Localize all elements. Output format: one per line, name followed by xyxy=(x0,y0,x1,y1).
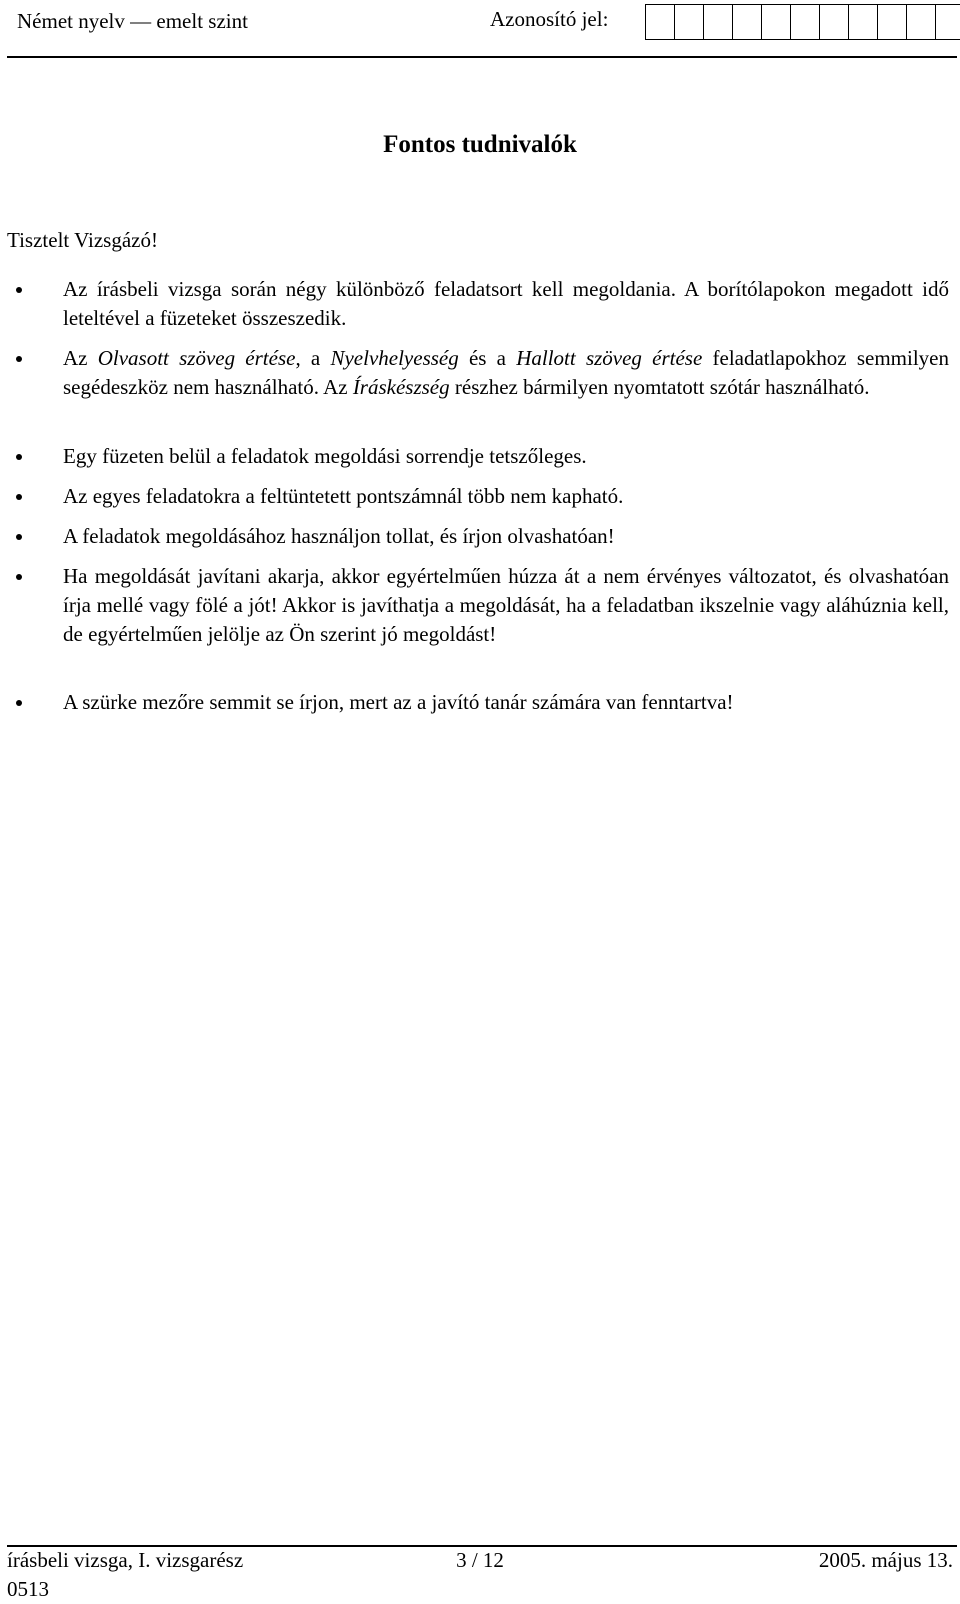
text-segment: részhez bármilyen nyomtatott szótár használható. xyxy=(449,375,870,399)
list-item xyxy=(63,688,949,717)
footer-date: 2005. május 13. xyxy=(818,1548,953,1572)
text-segment: feladatlapokhoz semmilyen segédeszköz nem használható. Az xyxy=(63,346,949,399)
list-item xyxy=(63,482,949,511)
id-box[interactable] xyxy=(935,4,960,40)
text-segment: , a xyxy=(295,346,331,370)
list-item-text: Ha megoldását javítani akarja, akkor egyértelműen húzza át a nem érvényes változatot, és olvashatóan írja mellé vagy fölé a jót! Akkor is javíthatja a megoldását, ha a feladatban ikszelnie vagy aláhúznia kell, de egyértelműen jelölje az Ön szerint jó megoldást! xyxy=(63,564,949,646)
page-number: 3 / 12 xyxy=(456,1548,504,1572)
bullet-icon xyxy=(16,574,22,580)
id-box[interactable] xyxy=(674,4,704,40)
list-item-text: Egy füzeten belül a feladatok megoldási sorrendje tetszőleges. xyxy=(63,444,587,468)
list-item-text: Az írásbeli vizsga során négy különböző feladatsort kell megoldania. A borítólapokon megadott idő leteltével a füzeteket összeszedik. xyxy=(63,277,949,330)
salutation: Tisztelt Vizsgázó! xyxy=(7,228,158,252)
list-item xyxy=(63,522,949,551)
bullet-icon xyxy=(16,287,22,293)
list-item-text: A feladatok megoldásához használjon tollat, és írjon olvashatóan! xyxy=(63,524,615,548)
italic-term: Íráskészség xyxy=(352,375,450,399)
list-item xyxy=(63,442,949,471)
list-item xyxy=(63,275,949,333)
text-segment: Az xyxy=(63,346,98,370)
header-divider xyxy=(7,56,957,58)
id-box[interactable] xyxy=(645,4,675,40)
id-box-grid xyxy=(646,4,960,40)
footer-code: 0513 xyxy=(7,1577,49,1601)
list-item xyxy=(63,562,949,649)
footer-divider xyxy=(7,1545,957,1547)
id-box[interactable] xyxy=(703,4,733,40)
header-subject: Német nyelv — emelt szint xyxy=(17,9,248,33)
list-item-text: A szürke mezőre semmit se írjon, mert az a javító tanár számára van fenntartva! xyxy=(63,690,734,714)
page-header xyxy=(0,0,960,60)
id-box[interactable] xyxy=(906,4,936,40)
bullet-icon xyxy=(16,700,22,706)
italic-term: Olvasott szöveg értése xyxy=(97,346,296,370)
bullet-icon xyxy=(16,454,22,460)
footer-exam-part: írásbeli vizsga, I. vizsgarész xyxy=(7,1548,244,1572)
list-item-text xyxy=(63,344,949,402)
header-id-label: Azonosító jel: xyxy=(490,7,609,31)
bullet-icon xyxy=(16,494,22,500)
bullet-icon xyxy=(16,356,22,362)
list-item-text: Az egyes feladatokra a feltüntetett pontszámnál több nem kapható. xyxy=(63,484,624,508)
italic-term: Nyelvhelyesség xyxy=(330,346,459,370)
italic-term: Hallott szöveg értése xyxy=(516,346,703,370)
id-box[interactable] xyxy=(819,4,849,40)
id-box[interactable] xyxy=(732,4,762,40)
text-segment: és a xyxy=(458,346,517,370)
id-box[interactable] xyxy=(761,4,791,40)
id-box[interactable] xyxy=(790,4,820,40)
bullet-icon xyxy=(16,534,22,540)
id-box[interactable] xyxy=(877,4,907,40)
id-box[interactable] xyxy=(848,4,878,40)
list-item xyxy=(63,344,949,402)
page-title: Fontos tudnivalók xyxy=(383,131,577,158)
